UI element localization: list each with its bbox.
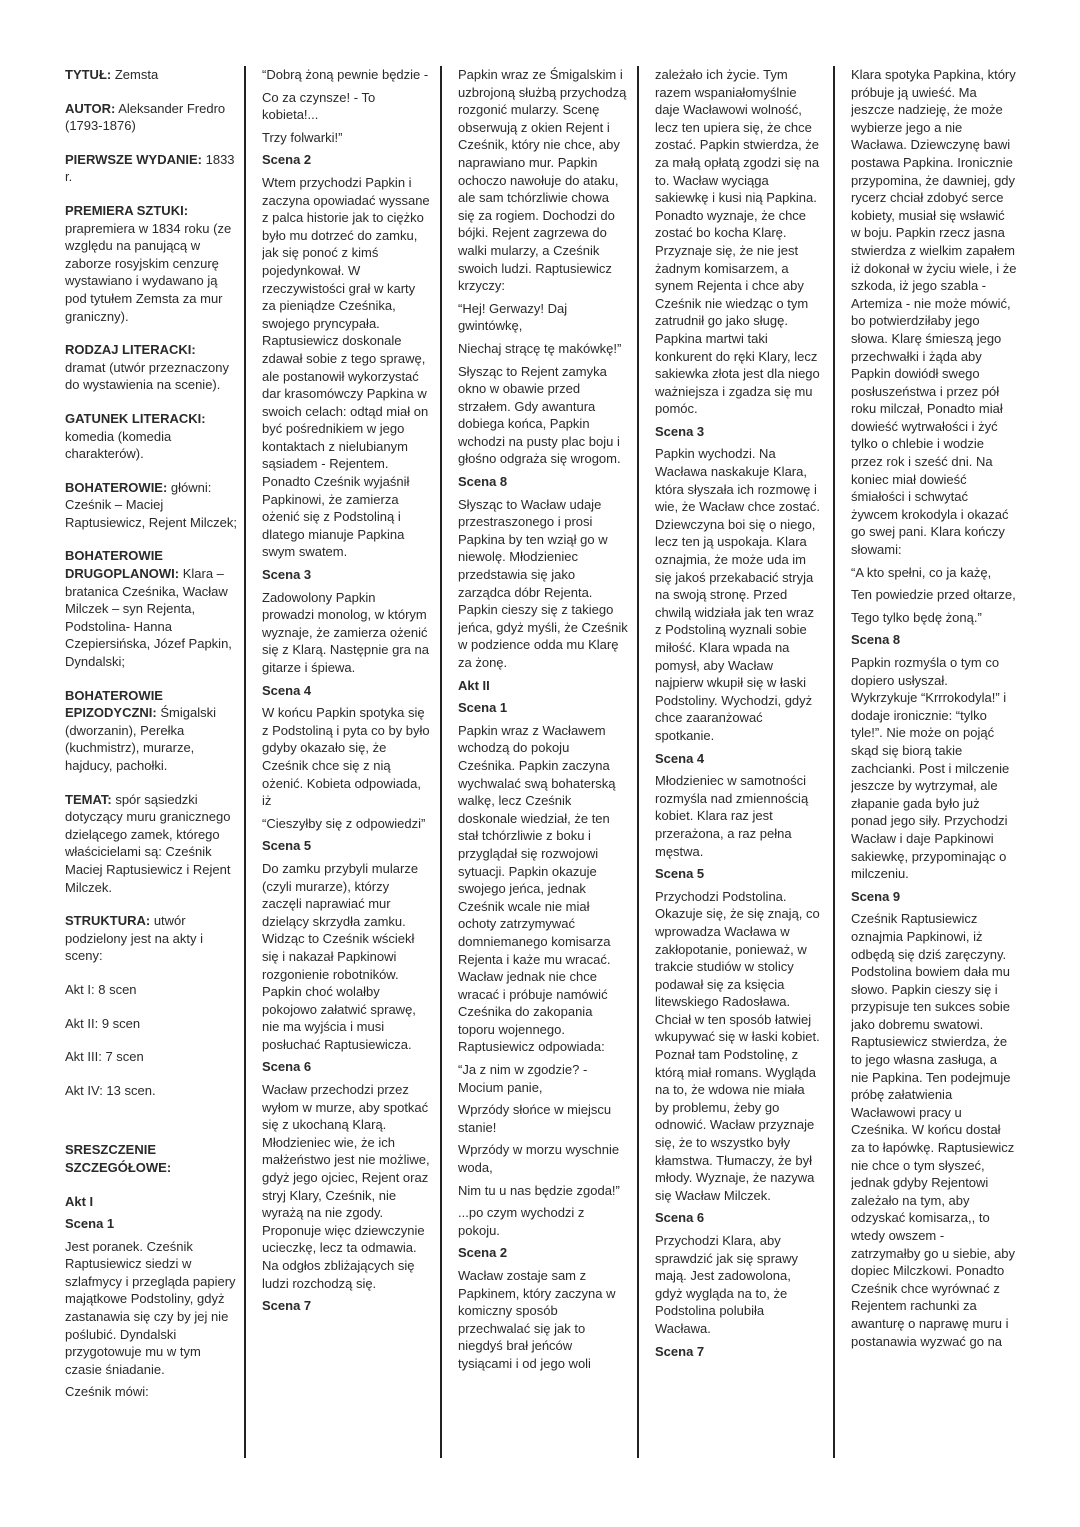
- structure-field: STRUKTURA: utwór podzielony jest na akty i sceny:: [65, 913, 204, 964]
- column-divider: [637, 66, 639, 1458]
- quote-line: Trzy folwarki!”: [262, 129, 343, 145]
- quote-line: Niechaj strącę tę makówkę!”: [458, 340, 622, 356]
- quote-line: Wprzódy w morzu wyschnie woda,: [458, 1142, 620, 1176]
- scene-text: Zadowolony Papkin prowadzi monolog, w którym wyznaje, że zamierza ożenić się z Klarą. Następnie gra na gitarze i śpiewa.: [262, 589, 429, 675]
- quote-line: Nim tu u nas będzie zgoda!”: [458, 1182, 620, 1198]
- scene-heading: Scena 8: [458, 474, 508, 490]
- act-count: Akt I: 8 scen: [65, 981, 137, 997]
- scene-heading: Scena 7: [655, 1343, 705, 1359]
- quote-line: “A kto spełni, co ja każę,: [851, 564, 992, 580]
- column-divider: [244, 66, 246, 1458]
- act-count: Akt IV: 13 scen.: [65, 1082, 156, 1098]
- scene-heading: Scena 3: [655, 423, 705, 439]
- column-summary-2: [262, 66, 430, 1320]
- literary-kind-field: RODZAJ LITERACKI: dramat (utwór przeznaczony do wystawienia na scenie).: [65, 342, 230, 393]
- scene-text: Klara spotyka Papkina, który próbuje ją uwieść. Ma jeszcze nadzieję, że może wybierze jego a nie Wacława. Dziewczynę bawi postawa Papkina. Ironicznie przypomina, że dawniej, gdy rycerz chciał zdobyć serce kobiety, musiał się wsławić w boju. Papkin rzecz jasna stwierdza z wielkim zapałem iż dokonał w życiu wiele, i że szkoda, iż jego szabla - Artemiza - nie może mówić, bo potwierdziłaby jego słowa. Klarę śmieszą jego przechwałki i żąda aby Papkin dowiódł swego posłuszeństwa i przez pół roku milczał, Ponadto miał dowieść wytrwałości i żyć tylko o chlebie i wodzie przez rok i sześć dni. Na koniec miał dowieść śmiałości i schwytać żywcem krokodyla i okazać go swej pani. Klara kończy słowami:: [851, 67, 1017, 558]
- scene-text: Jest poranek. Cześnik Raptusiewicz siedzi w szlafmycy i przegląda papiery majątkowe Podstoliny, gdyż zastanawia się czy by jej nie poślubić. Dyndalski przygotowuje mu w tym czasie śniadanie.: [65, 1238, 236, 1377]
- quote-line: “Dobrą żoną pewnie będzie -: [262, 67, 429, 82]
- scene-text: Przychodzi Klara, aby sprawdzić jak się sprawy mają. Jest zadowolona, gdyż wygląda na to, że Podstolina polubiła Wacława.: [655, 1233, 799, 1336]
- theme-field: TEMAT: spór sąsiedzki dotyczący muru granicznego dzielącego zamek, którego właścicielami są: Cześnik Maciej Raptusiewicz i Rejent Milczek.: [65, 791, 231, 895]
- episodic-characters-field: BOHATEROWIE EPIZODYCZNI: Śmigalski (dworzanin), Perełka (kuchmistrz), murarze, hajducy, pachołki.: [65, 687, 216, 773]
- scene-heading: Scena 1: [458, 700, 508, 716]
- scene-heading: Scena 2: [262, 152, 312, 168]
- quote-line: “Cieszyłby się z odpowiedzi”: [262, 815, 426, 831]
- scene-heading: Scena 3: [262, 567, 312, 583]
- act-heading: Akt II: [458, 677, 490, 693]
- scene-heading: Scena 4: [655, 750, 705, 766]
- secondary-characters-field: BOHATEROWIE DRUGOPLANOWI: Klara – bratanica Cześnika, Wacław Milczek – syn Rejenta, Podstolina- Hanna Czepiersińska, Józef Papkin, Dyndalski;: [65, 548, 232, 670]
- genre-field: GATUNEK LITERACKI: komedia (komedia charakterów).: [65, 410, 206, 462]
- column-summary-5: [851, 66, 1017, 1355]
- title-field: TYTUŁ: Zemsta: [65, 67, 159, 82]
- scene-heading: Scena 6: [655, 1210, 705, 1226]
- column-divider: [440, 66, 442, 1458]
- scene-heading: Scena 4: [262, 682, 312, 698]
- quote-line: Tego tylko będę żoną.”: [851, 609, 982, 625]
- quote-line: Co za czynsze! - To kobieta!...: [262, 89, 376, 123]
- scene-text: Cześnik Raptusiewicz oznajmia Papkinowi, iż odbędą się dziś zaręczyny. Podstolina bowiem dała mu słowo. Papkin cieszy się i przypisuje ten sukces sobie jako dobremu swatowi. Raptusiewicz stwierdza, że to jego własna zasługa, a nie Papkina. Ten podejmuje próbę załatwienia Wacławowi pracy u Cześnika. W końcu dostał za to łapówkę. Raptusiewicz nie chce o tym słyszeć, jednak gdyby Rejentowi zależało na tym, aby odzyskać komisarza,, to wtedy owszem - zatrzymałby go u siebie, aby dopiec Milczkowi. Ponadto Cześnik chce wyrównać z Rejentem rachunki za awanturę o naprawę muru i postanawia wyzwać go na: [851, 911, 1016, 1349]
- column-metadata: [65, 66, 237, 1406]
- column-summary-4: [655, 66, 821, 1365]
- scene-heading: Scena 8: [851, 632, 901, 648]
- scene-text: Papkin wraz z Wacławem wchodzą do pokoju Cześnika. Papkin zaczyna wychwalać swą bohaterską walkę, lecz Cześnik doskonale wiedział, że ten stał tchórzliwie z boku i przyglądał się rozwojowi sytuacji. Papkin okazuje swojego jeńca, jednak Cześnik wcale nie miał ochoty zatrzymywać domniemanego komisarza Rejenta i każe mu wracać. Wacław jednak nie chce wracać i próbuje namówić Cześnika do zakopania toporu wojennego. Raptusiewicz odpowiada:: [458, 722, 616, 1055]
- scene-text: W końcu Papkin spotyka się z Podstoliną i pyta co by było gdyby okazało się, że Cześnik chce się z nią ożenić. Kobieta odpowiada, iż: [262, 705, 430, 809]
- act-count: Akt III: 7 scen: [65, 1049, 144, 1065]
- scene-heading: Scena 7: [262, 1298, 312, 1314]
- main-characters-field: BOHATEROWIE: główni: Cześnik – Maciej Raptusiewicz, Rejent Milczek;: [65, 479, 237, 530]
- scene-heading: Scena 2: [458, 1245, 508, 1261]
- quote-line: Wprzódy słońce w miejscu stanie!: [458, 1102, 612, 1135]
- scene-text: Papkin wraz ze Śmigalskim i uzbrojoną służbą przychodzą rozgonić mularzy. Scenę obserwują z okien Rejent i Cześnik, który nie chce, aby naprawiano mur. Papkin ochoczo nawołuje do ataku, ale sam tchórzliwie chowa się za rogiem. Dochodzi do bójki. Rejent zagrzewa do walki mularzy, a Cześnik swoich ludzi. Raptusiewicz krzyczy:: [458, 67, 627, 294]
- column-summary-3: [458, 66, 628, 1378]
- scene-text: Wacław przechodzi przez wyłom w murze, aby spotkać się z ukochaną Klarą. Młodzieniec wie, że ich małżeństwo jest nie możliwe, gdyż jego ojciec, Rejent oraz stryj Klary, Cześnik, nie wyrażą na nie zgody. Proponuje więc dziewczynie ucieczkę, lecz ta odmawia. Na odgłos zbliżających się ludzi rozchodzą się.: [262, 1082, 430, 1291]
- scene-heading: Scena 9: [851, 888, 901, 904]
- scene-text: Cześnik mówi:: [65, 1384, 149, 1400]
- scene-text: ...po czym wychodzi z pokoju.: [458, 1205, 585, 1238]
- premiere-field: PREMIERA SZTUKI: prapremiera w 1834 roku (ze względu na panującą w zaborze rosyjskim cenzurę wystawiano i wydawano ją pod tytułem Zemsta za mur graniczny).: [65, 202, 232, 324]
- column-divider: [833, 66, 835, 1458]
- scene-text: zależało ich życie. Tym razem wspaniałomyślnie daje Wacławowi wolność, lecz ten upiera się, że chce zostać. Papkin stwierdza, że za małą opłatą zgodzi się na to. Wacław wyciąga sakiewkę i kusi nią Papkina. Ponadto wyznaje, że chce zostać bo kocha Klarę. Przyznaje się, że nie jest żadnym komisarzem, a synem Rejenta i chce aby Cześnik nie wiedząc o tym zatrudnił go jako sługę. Papkina martwi taki konkurent do ręki Klary, lecz sakiewka złota jest dla niego ważniejsza i zgadza się mu pomóc.: [655, 67, 820, 417]
- scene-heading: Scena 6: [262, 1059, 312, 1075]
- quote-line: Ten powiedzie przed ołtarze,: [851, 587, 1016, 603]
- scene-text: Papkin rozmyśla o tym co dopiero usłyszał. Wykrzykuje “Krrrokodyla!” i dodaje ironicznie: “tylko tyle!”. Nie może on pojąć skąd się biorą takie zachcianki. Post i milczenie jeszcze by wytrzymał, ale złapanie gada było już ponad jego siły. Przychodzi Wacław i daje Papkinowi sakiewkę, przypominając o milczeniu.: [851, 655, 1010, 882]
- scene-text: Słysząc to Wacław udaje przestraszonego i prosi Papkina by ten wziął go w niewolę. Młodzieniec przedstawia się jako zarządca dóbr Rejenta. Papkin cieszy się z takiego jeńca, gdyż myśli, że Cześnik w podzience odda mu Klarę za żonę.: [458, 496, 628, 670]
- act-heading: Akt I: [65, 1193, 94, 1209]
- scene-heading: Scena 1: [65, 1216, 115, 1232]
- scene-text: Słysząc to Rejent zamyka okno w obawie przed strzałem. Gdy awantura dobiega końca, Papkin wchodzi na pusty plac boju i głośno odgraża się wrogom.: [458, 363, 621, 467]
- scene-text: Do zamku przybyli mularze (czyli murarze), którzy zaczęli naprawiać mur dzielący skrzydła zamku. Widząc to Cześnik wściekł się i nakazał Papkinowi rozgonienie robotników. Papkin choć wolałby pokojowo załatwić sprawę, nie ma wyjścia i musi posłuchać Raptusiewicza.: [262, 860, 419, 1052]
- scene-heading: Scena 5: [655, 866, 705, 882]
- scene-text: Młodzieniec w samotności rozmyśla nad zmiennością kobiet. Klara raz jest przerażona, a raz pełna męstwa.: [655, 773, 809, 859]
- scene-text: Wtem przychodzi Papkin i zaczyna opowiadać wyssane z palca historie jak to ciężko było mu dotrzeć do zamku, jak się ponoć z kimś pojedynkował. W rzeczywistości grał w karty za pieniądze Cześnika, swojego pryncypała. Raptusiewicz doskonale zdawał sobie z tego sprawę, ale postanowił wykorzystać dar krasomówczy Papkina w swoich celach: odtąd miał on być pośrednikiem w jego kontaktach z nielubianym sąsiadem - Rejentem. Ponadto Cześnik wyjaśnił Papkinowi, że zamierza ożenić się z Podstoliną i dlatego mianuje Papkina swym swatem.: [262, 174, 430, 560]
- scene-text: Przychodzi Podstolina. Okazuje się, że się znają, co wprowadza Wacława w zakłopotanie, ponieważ, w trakcie studiów w stolicy podawał się za księcia litewskiego Radosława. Chciał w ten sposób łatwiej wkupywać się w łaski kobiet. Poznał tam Podstolinę, z którą miał romans. Wygląda na to, że wdowa nie miała by problemu, żeby go odnowić. Wacław przyznaje się, że to wszystko były kłamstwa. Tłumaczy, że był młody. Wyznaje, że nazywa się Wacław Milczek.: [655, 888, 820, 1203]
- summary-heading: SRESZCZENIE SZCZEGÓŁOWE:: [65, 1142, 172, 1175]
- act-count: Akt II: 9 scen: [65, 1015, 141, 1031]
- scene-text: Wacław zostaje sam z Papkinem, który zaczyna w komiczny sposób przechwalać się jak to niegdyś brał jeńców tysiącami i od jego woli: [458, 1268, 616, 1371]
- scene-heading: Scena 5: [262, 838, 312, 854]
- quote-line: “Ja z nim w zgodzie? - Mocium panie,: [458, 1062, 588, 1095]
- quote-line: “Hej! Gerwazy! Daj gwintówkę,: [458, 300, 568, 334]
- scene-text: Papkin wychodzi. Na Wacława naskakuje Klara, która słyszała ich rozmowę i wie, że Wacław chce zostać. Dziewczyna boi się o niego, lecz ten ją uspokaja. Klara oznajmia, że może uda im się jakoś przekabacić stryja na swoją stronę. Przed chwilą widziała jak ten wraz z Podstoliną wyznali sobie miłość. Klara wpada na pomysł, aby Wacław najpierw wkupił się w łaski Podstoliny. Wychodzi, gdyż chce zaaranżować spotkanie.: [655, 446, 820, 743]
- first-edition-field: PIERWSZE WYDANIE: 1833 r.: [65, 151, 235, 185]
- author-field: AUTOR: Aleksander Fredro (1793-1876): [65, 100, 226, 134]
